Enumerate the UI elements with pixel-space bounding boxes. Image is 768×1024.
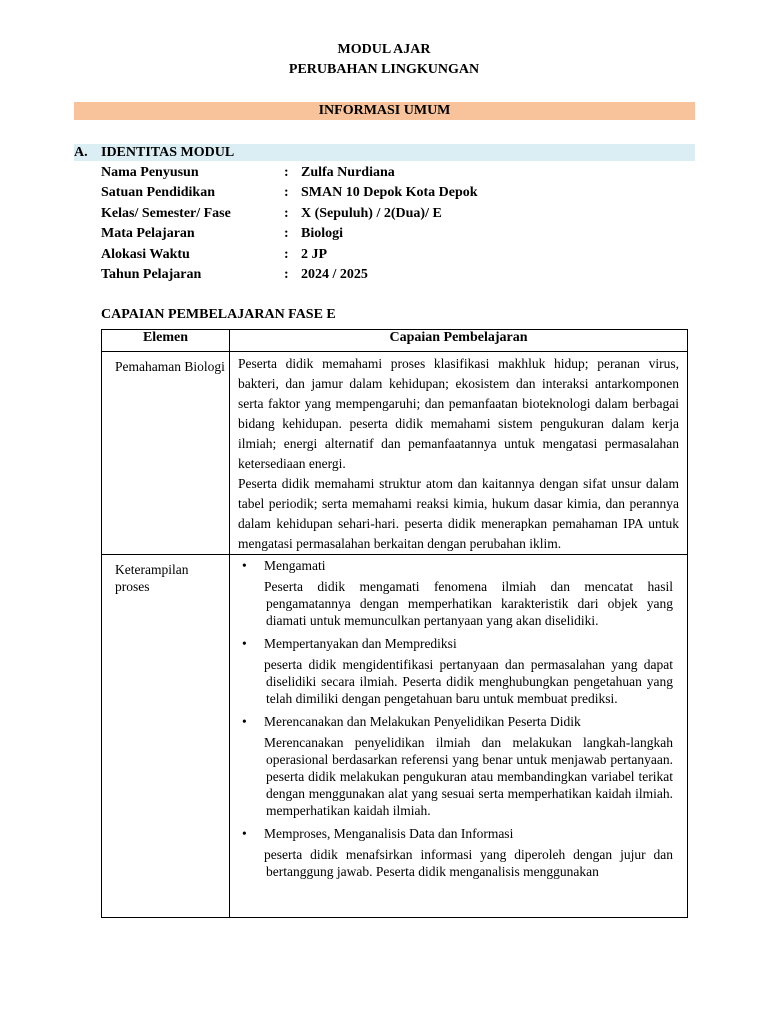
capaian-title: CAPAIAN PEMBELAJARAN FASE E: [101, 307, 336, 322]
identity-separator: :: [284, 206, 289, 221]
identity-row: [101, 204, 701, 224]
list-item: [242, 825, 673, 880]
list-item-heading: Memproses, Menganalisis Data dan Informasi: [264, 826, 514, 841]
identity-label: Nama Penyusun: [101, 165, 199, 180]
identity-label: Alokasi Waktu: [101, 247, 190, 262]
capaian-paragraph: Peserta didik memahami proses klasifikasi makhluk hidup; peranan virus, bakteri, dan jamur dalam kehidupan; ekosistem dan interaksi antarkomponen serta faktor yang mempengaruhi; dan pemanfaatan bioteknologi dalam berbagai bidang kehidupan. peserta didik memahami sistem pengukuran dalam kerja ilmiah; energi alternatif dan pemanfaatannya untuk mengatasi permasalahan ketersediaan energi.: [238, 356, 679, 471]
identity-separator: :: [284, 185, 289, 200]
table-row: [102, 555, 688, 918]
document-title: MODUL AJAR: [337, 42, 431, 57]
list-item: [242, 713, 673, 819]
identity-row: [101, 163, 701, 183]
skill-list: [242, 557, 673, 917]
identity-label: Mata Pelajaran: [101, 226, 195, 241]
section-banner: INFORMASI UMUM: [74, 102, 695, 120]
list-item: [242, 635, 673, 707]
capaian-paragraph: Peserta didik memahami struktur atom dan kaitannya dengan sifat unsur dalam tabel periodik; serta memahami reaksi kimia, hukum dasar kimia, dan perannya dalam kehidupan sehari-hari. peserta didik menerapkan pemahaman IPA untuk mengatasi permasalahan berkaitan dengan perubahan iklim.: [238, 476, 679, 551]
identity-row: [101, 265, 701, 285]
identity-separator: :: [284, 267, 289, 282]
bullet-icon: •: [242, 558, 247, 573]
capaian-table: [101, 329, 688, 918]
table-header-row: [102, 330, 688, 352]
identity-heading-band: [74, 144, 695, 161]
bullet-icon: •: [242, 826, 247, 841]
list-item-body: Peserta didik mengamati fenomena ilmiah dan mencatat hasil pengamatannya dengan memperhatikan karakteristik dari objek yang diamati untuk memunculkan pertanyaan yang akan diselidiki.: [264, 579, 673, 628]
identity-row: [101, 224, 701, 244]
identity-label: Tahun Pelajaran: [101, 267, 202, 282]
identity-label: Kelas/ Semester/ Fase: [101, 206, 231, 221]
list-item-heading: Mengamati: [264, 558, 326, 573]
list-item-body: peserta didik mengidentifikasi pertanyaan dan permasalahan yang dapat diselidiki secara ilmiah. Peserta didik menghubungkan pengetahuan yang telah dimiliki dengan pengetahuan baru untuk membuat prediksi.: [264, 657, 673, 706]
column-header-elemen: Elemen: [102, 330, 230, 352]
capaian-cell: [230, 352, 688, 555]
document-subtitle: PERUBAHAN LINGKUNGAN: [288, 62, 480, 77]
capaian-cell: [230, 555, 688, 918]
bullet-icon: •: [242, 714, 247, 729]
identity-heading: IDENTITAS MODUL: [101, 145, 235, 160]
identity-row: [101, 183, 701, 203]
identity-value: 2 JP: [301, 247, 328, 262]
list-item: [242, 557, 673, 629]
identity-separator: :: [284, 165, 289, 180]
table-row: [102, 352, 688, 555]
column-header-capaian: Capaian Pembelajaran: [230, 330, 688, 352]
identity-separator: :: [284, 226, 289, 241]
elemen-cell: Pemahaman Biologi: [102, 352, 230, 555]
identity-value: SMAN 10 Depok Kota Depok: [301, 185, 478, 200]
list-item-heading: Merencanakan dan Melakukan Penyelidikan Peserta Didik: [264, 714, 581, 729]
list-item-body: peserta didik menafsirkan informasi yang diperoleh dengan jujur dan bertanggung jawab. Peserta didik menganalisis menggunakan: [264, 847, 673, 879]
identity-section-letter: A.: [74, 145, 88, 160]
identity-row: [101, 245, 701, 265]
identity-label: Satuan Pendidikan: [101, 185, 215, 200]
list-item-body: Merencanakan penyelidikan ilmiah dan melakukan langkah-langkah operasional berdasarkan referensi yang benar untuk menjawab pertanyaan. peserta didik melakukan pengukuran atau membandingkan variabel terikat dengan menggunakan alat yang sesuai serta memperhatikan kaidah ilmiah. memperhatikan kaidah ilmiah.: [264, 735, 673, 818]
identity-value: Biologi: [301, 226, 344, 241]
identity-value: X (Sepuluh) / 2(Dua)/ E: [301, 206, 442, 221]
bullet-icon: •: [242, 636, 247, 651]
identity-value: Zulfa Nurdiana: [301, 165, 395, 180]
identity-value: 2024 / 2025: [301, 267, 368, 282]
identity-separator: :: [284, 247, 289, 262]
elemen-cell: Keterampilan proses: [102, 555, 230, 918]
list-item-heading: Mempertanyakan dan Memprediksi: [264, 636, 457, 651]
